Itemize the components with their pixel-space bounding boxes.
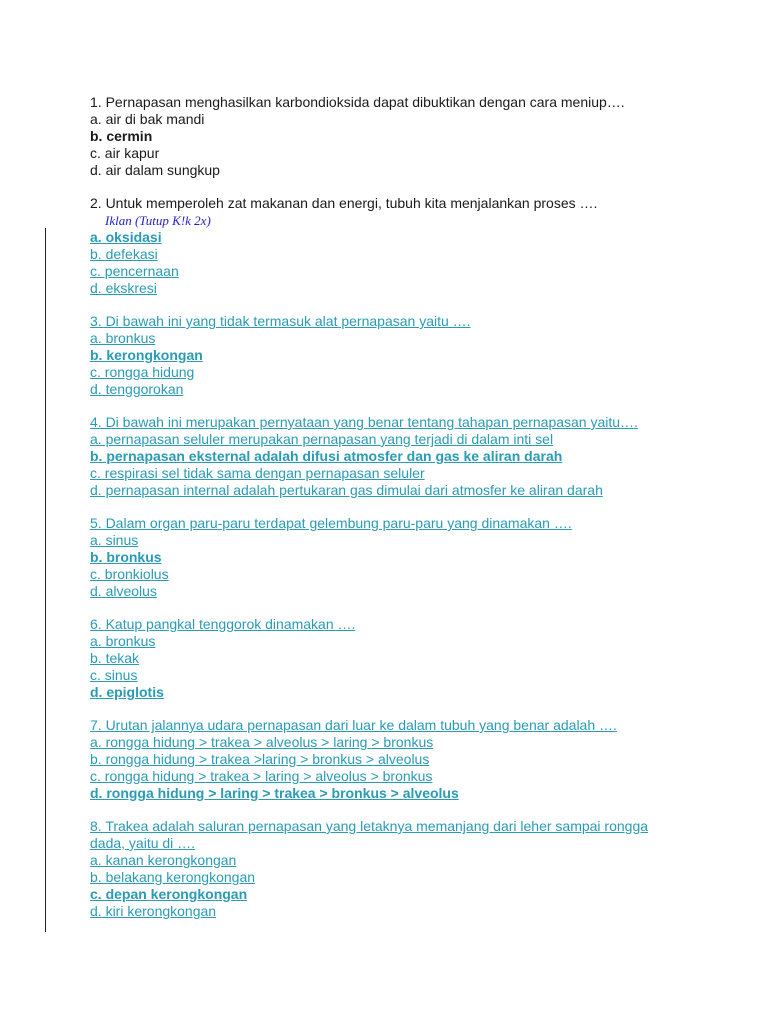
ad-label[interactable]: Iklan (Tutup K!k 2x)	[105, 213, 211, 228]
question-stem[interactable]: 6. Katup pangkal tenggorok dinamakan ….	[90, 616, 356, 632]
option-a: a. air di bak mandi	[90, 111, 205, 127]
question-3	[90, 313, 730, 398]
option-c[interactable]: c. bronkiolus	[90, 566, 169, 582]
question-6	[90, 616, 730, 701]
question-stem: 2. Untuk memperoleh zat makanan dan energi, tubuh kita menjalankan proses ….	[90, 195, 598, 211]
option-b[interactable]: b. tekak	[90, 650, 140, 666]
option-a[interactable]: a. kanan kerongkongan	[90, 852, 237, 868]
option-c[interactable]: c. respirasi sel tidak sama dengan pernapasan seluler	[90, 465, 425, 481]
option-a[interactable]: a. rongga hidung > trakea > alveolus > laring > bronkus	[90, 734, 434, 750]
option-b[interactable]: b. belakang kerongkongan	[90, 869, 256, 885]
question-2	[90, 195, 730, 297]
question-7	[90, 717, 730, 802]
option-c[interactable]: c. rongga hidung > trakea > laring > alveolus > bronkus	[90, 768, 433, 784]
question-stem-line-1[interactable]: 8. Trakea adalah saluran pernapasan yang letaknya memanjang dari leher sampai rongga	[90, 818, 649, 834]
option-b[interactable]: b. defekasi	[90, 246, 158, 262]
question-stem-line-2[interactable]: dada, yaitu di ….	[90, 835, 196, 851]
question-stem[interactable]: 3. Di bawah ini yang tidak termasuk alat pernapasan yaitu ….	[90, 313, 471, 329]
option-d[interactable]: d. kiri kerongkongan	[90, 903, 217, 919]
option-c: c. air kapur	[90, 145, 160, 161]
option-c[interactable]: c. pencernaan	[90, 263, 179, 279]
option-b-answer[interactable]: b. bronkus	[90, 549, 162, 565]
question-8	[90, 818, 730, 920]
option-a[interactable]: a. sinus	[90, 532, 139, 548]
option-c[interactable]: c. sinus	[90, 667, 138, 683]
option-d[interactable]: d. tenggorokan	[90, 381, 184, 397]
option-b-answer: b. cermin	[90, 128, 153, 144]
option-d-answer[interactable]: d. rongga hidung > laring > trakea > bronkus > alveolus	[90, 785, 459, 801]
option-b-answer[interactable]: b. kerongkongan	[90, 347, 203, 363]
question-stem[interactable]: 5. Dalam organ paru-paru terdapat gelembung paru-paru yang dinamakan ….	[90, 515, 572, 531]
question-stem[interactable]: 7. Urutan jalannya udara pernapasan dari luar ke dalam tubuh yang benar adalah ….	[90, 717, 617, 733]
option-d[interactable]: d. pernapasan internal adalah pertukaran gas dimulai dari atmosfer ke aliran darah	[90, 482, 603, 498]
question-1	[90, 94, 730, 179]
option-c[interactable]: c. rongga hidung	[90, 364, 195, 380]
option-d[interactable]: d. alveolus	[90, 583, 157, 599]
question-5	[90, 515, 730, 600]
question-4	[90, 414, 730, 499]
option-b-answer[interactable]: b. pernapasan eksternal adalah difusi atmosfer dan gas ke aliran darah	[90, 448, 563, 464]
question-stem[interactable]: 4. Di bawah ini merupakan pernyataan yang benar tentang tahapan pernapasan yaitu….	[90, 414, 638, 430]
option-b[interactable]: b. rongga hidung > trakea >laring > bronkus > alveolus	[90, 751, 430, 767]
question-stem: 1. Pernapasan menghasilkan karbondioksida dapat dibuktikan dengan cara meniup….	[90, 94, 625, 110]
option-a-answer[interactable]: a. oksidasi	[90, 229, 162, 245]
option-d: d. air dalam sungkup	[90, 162, 220, 178]
left-margin-line	[45, 228, 46, 932]
quiz-document	[90, 94, 730, 936]
option-a[interactable]: a. pernapasan seluler merupakan pernapasan yang terjadi di dalam inti sel	[90, 431, 554, 447]
option-d-answer[interactable]: d. epiglotis	[90, 684, 164, 700]
option-d[interactable]: d. ekskresi	[90, 280, 157, 296]
option-a[interactable]: a. bronkus	[90, 633, 156, 649]
option-a[interactable]: a. bronkus	[90, 330, 156, 346]
option-c-answer[interactable]: c. depan kerongkongan	[90, 886, 248, 902]
